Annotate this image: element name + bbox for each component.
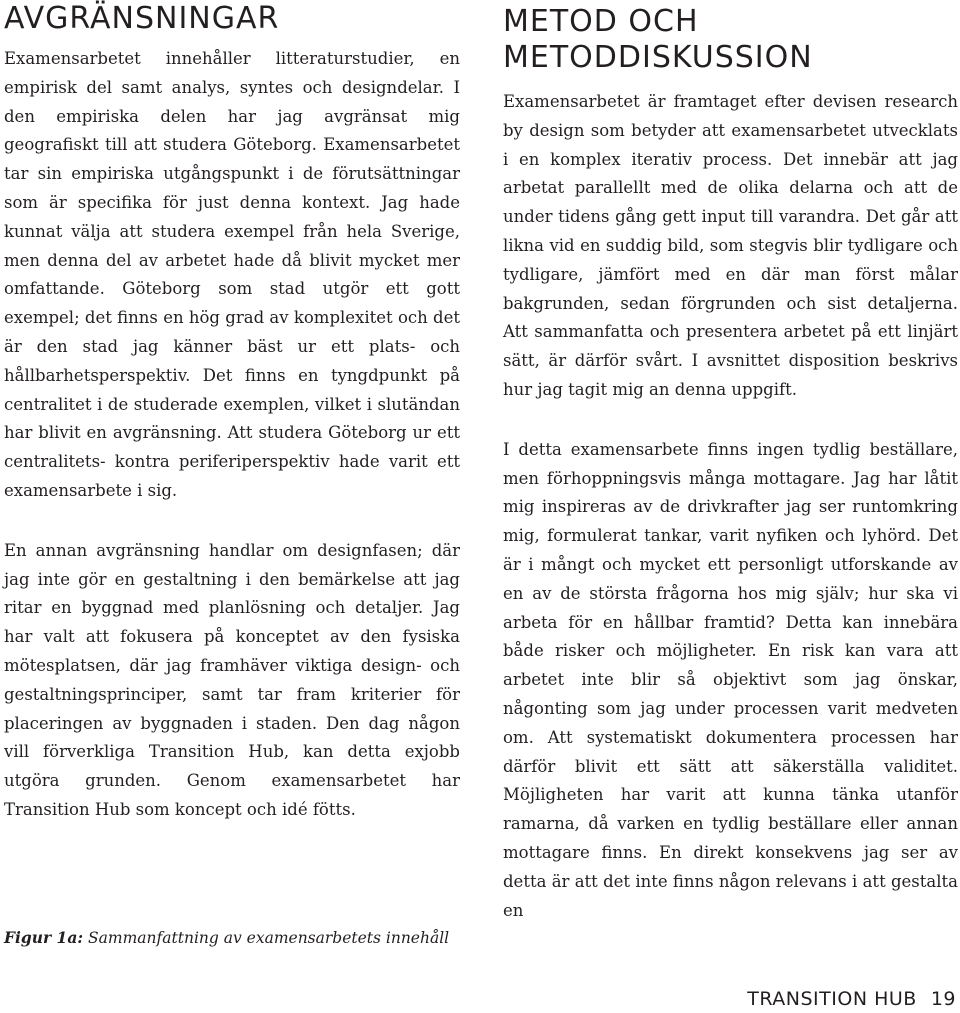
paragraph-gap xyxy=(503,405,958,436)
footer-title: TRANSITION HUB xyxy=(747,988,917,1010)
paragraph-gap xyxy=(4,506,460,537)
page-number: 19 xyxy=(930,988,956,1010)
figure-caption xyxy=(4,928,449,947)
figure-caption-text: Sammanfattning av examensarbetets innehåll xyxy=(83,929,450,947)
body-paragraph: Examensarbetet är framtaget efter devisen research by design som betyder att examensarbetet utvecklats i en komplex iterativ process. Det innebär att jag arbetat parallellt med de olika delarna och att de under tidens gång gett input till varandra. Det går att likna vid en suddig bild, som stegvis blir tydligare och tydligare, jämfört med en där man först målar bakgrunden, sedan förgrunden och sist detaljerna. Att sammanfatta och presentera arbetet på ett linjärt sätt, är därför svårt. I avsnittet disposition beskrivs hur jag tagit mig an denna uppgift. xyxy=(503,92,958,399)
figure-caption-label: Figur 1a: xyxy=(4,928,84,947)
body-paragraph: Examensarbetet innehåller litteraturstudier, en empirisk del samt analys, syntes och designdelar. I den empiriska delen har jag avgränsat mig geografiskt till att studera Göteborg. Examensarbetet tar sin empiriska utgångspunkt i de förutsättningar som är specifika för just denna kontext. Jag hade kunnat välja att studera exempel från hela Sverige, men denna del av arbetet hade då blivit mycket mer omfattande. Göteborg som stad utgör ett gott exempel; det finns en hög grad av komplexitet och det är den stad jag känner bäst ur ett plats- och hållbarhetsperspektiv. Det finns en tyngdpunkt på centralitet i de studerade exemplen, vilket i slutändan har blivit en avgränsning. Att studera Göteborg ur ett centralitets- kontra periferiperspektiv hade varit ett examensarbete i sig. xyxy=(4,49,460,500)
body-paragraph: I detta examensarbete finns ingen tydlig beställare, men förhoppningsvis många mottagare. Jag har låtit mig inspireras av de drivkrafter jag ser runtomkring mig, formulerat tankar, varit nyfiken och lyhörd. Det är i mångt och mycket ett personligt utforskande av en av de största frågorna hos mig själv; hur ska vi arbeta för en hållbar framtid? Detta kan innebära både risker och möjligheter. En risk kan vara att arbetet inte blir så objektivt som jag önskar, någonting som jag under processen varit medveten om. Att systematiskt dokumentera processen har därför blivit ett sätt att säkerställa validitet. Möjligheten har varit att kunna tänka utanför ramarna, då varken en tydlig beställare eller annan mottagare finns. En direkt konsekvens jag ser av detta är att det inte finns någon relevans i att gestalta en xyxy=(503,439,958,920)
section-heading-metod: METOD OCH METODDISKUSSION xyxy=(503,4,813,75)
left-column xyxy=(4,0,460,825)
section-heading-avgransningar: AVGRÄNSNINGAR xyxy=(4,1,280,36)
page-footer xyxy=(747,988,956,1010)
right-column xyxy=(503,0,958,925)
body-paragraph: En annan avgränsning handlar om designfasen; där jag inte gör en gestaltning i den bemärkelse att jag ritar en byggnad med planlösning och detaljer. Jag har valt att fokusera på konceptet av den fysiska mötesplatsen, där jag framhäver viktiga design- och gestaltningsprinciper, samt tar fram kriterier för placeringen av byggnaden i staden. Den dag någon vill förverkliga Transition Hub, kan detta exjobb utgöra grunden. Genom examensarbetet har Transition Hub som koncept och idé fötts. xyxy=(4,540,460,819)
